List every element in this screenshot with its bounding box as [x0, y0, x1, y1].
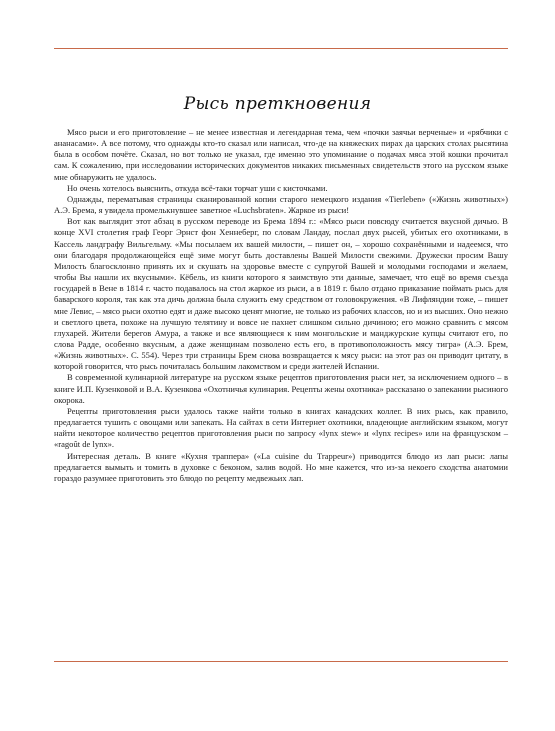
paragraph: Но очень хотелось выяснить, откуда всё-таки торчат уши с кисточками. — [67, 182, 328, 193]
paragraph: Мясо рыси и его приготовление – не менее известная и легендарная тема, чем «почки заячьи верченые» и «рябчики с ананасами». А все потому, что однажды кто-то сказал или написал, что-де на княжеских пирах да царских столах рысятина была в особом почёте. Сказал, но вот только не указал, где именно это упоминание о подачах мяса этой кошки прочитал сам. К сожалению, при исследовании исторических документов никаких письменных свидетельств этого на русском языке мне обнаружить не удалось. — [54, 127, 508, 182]
page-title: Рысь преткновения — [183, 94, 372, 114]
paragraph: Вот как выглядит этот абзац в русском переводе из Брема 1894 г.: «Мясо рыси повсюду считается вкусной дичью. В конце XVI столетия граф Георг Эрнст фон Хеннеберг, по словам Ландау, послал двух рысей, убитых его охотниками, в Кассель ландграфу Вильгельму. «Мы посылаем их вашей милости, – пишет он, – хорошо сохранёнными и надеемся, что они благодаря продолжающейся ещё зиме могут быть доставлены Вашей Милости свежими. Дружески просим Вашу Милость благосклонно принять их и скушать на здоровье вместе с супругой Вашей и молодыми господами и желаем, чтобы Вы нашли их вкусными». Кёбель, из книги которого я заимствую эти данные, замечает, что ещё во время съезда государей в Вене в 1814 г. часто подавалось на стол жаркое из рыси, а в 1819 г. было отдано приказание поймать рысь для баварского короля, так как эта дичь должна была служить ему средством от головокружения. «В Лифляндии тоже, – пишет мне Левис, – мясо рыси охотно едят и даже высоко ценят многие, не только из рабочих классов, но и из высших. Оно нежно и светлого цвета, похоже на лучшую телятину и вовсе не пахнет слишком сильно дичиною; его можно сравнить с мясом глухарей. Жители берегов Амура, а также и все являющиеся к ним монгольские и манджурские купцы считают его, по слова Радде, особенно вкусным, а даже женщинам позволено есть его, в противоположность мясу тигра» (А.Э. Брем, «Жизнь животных». С. 554). Через три страницы Брем снова возвращается к мясу рыси: на этот раз он приводит цитату, в которой говорится, что рысь почиталась большим лакомством и среди жителей Испании. — [54, 216, 508, 372]
paragraph: В современной кулинарной литературе на русском языке рецептов приготовления рыси нет, за исключением одного – в книге И.П. Кузенковой и В.А. Кузенкова «Охотничья кулинария. Рецепты жены охотника» рассказано о запекании рысиного окорока. — [54, 372, 508, 405]
paragraph: Рецепты приготовления рыси удалось также найти только в книгах канадских коллег. В них рысь, как правило, предлагается тушить с овощами или запекать. На сайтах в сети Интернет охотники, владеющие английским языком, могут найти некоторое количество рецептов приготовления рыси по запросу «lynx stew» и «lynx recipes» или на французском – «ragoût de lynx». — [54, 405, 508, 450]
footer-rule — [54, 661, 508, 662]
paragraph: Однажды, перематывая страницы сканированной копии старого немецкого издания «Tierleben» («Жизнь животных») А.Э. Брема, я увидела промелькнувшее заветное «Luchsbraten». Жаркое из рыси! — [54, 193, 508, 216]
paragraph: Интересная деталь. В книге «Кухня траппера» («La cuisine du Trappeur») приводится блюдо из лап рыси: лапы предлагается вымыть и томить в духовке с беконом, залив водой. Но мне кажется, что из-за некоего сходства анатомии гораздо разумнее приготовить это блюдо по рецепту медвежьих лап. — [54, 450, 508, 483]
article-body — [54, 127, 508, 484]
header-rule — [54, 48, 508, 49]
